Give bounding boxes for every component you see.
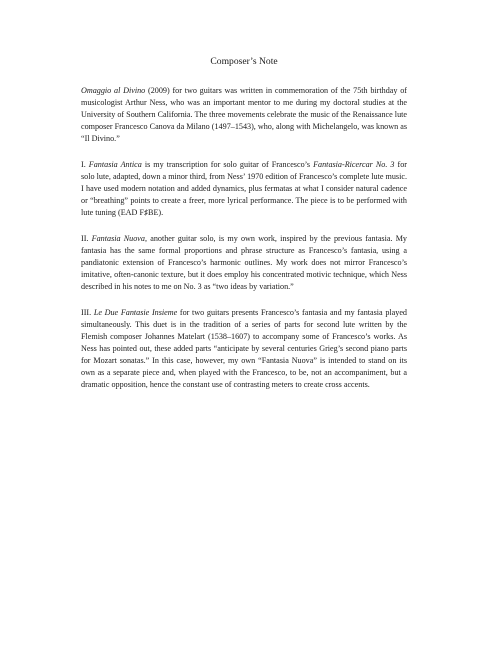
movement-1-numeral: I. (81, 160, 89, 169)
movement-3-title: Le Due Fantasie Insieme (93, 308, 178, 317)
intro-paragraph (81, 85, 407, 145)
movement-2-numeral: II. (81, 234, 92, 243)
movement-1-text-b: for solo lute, adapted, down a minor third, from Ness’ 1970 edition of Francesco’s complete lute music. I have used modern notation and added dynamics, plus fermatas at what I consider natural cadence or “breathing” points to create a freer, more lyrical performance. The piece is to be performed with lute tuning (EAD F♯BE). (81, 160, 407, 217)
movement-3-numeral: III. (81, 308, 94, 317)
page-title: Composer’s Note (210, 56, 278, 67)
movement-2-text: , another guitar solo, is my own work, inspired by the previous fantasia. My fantasia has the same formal proportions and phrase structure as Francesco’s fantasia, using a pandiatonic extension of Francesco’s harmonic outlines. My work does not mirror Francesco’s imitative, often-canonic texture, but it does employ his concentrated motivic technique, which Ness described in his notes to me on No. 3 as “two ideas by variation.” (81, 234, 407, 291)
movement-1-source-title: Fantasia-Ricercar No. 3 (313, 160, 395, 169)
composers-note-page (81, 56, 407, 405)
work-title: Omaggio al Divino (81, 86, 146, 95)
movement-1-title: Fantasia Antica (88, 160, 142, 169)
movement-1-text-a: is my transcription for solo guitar of Francesco’s (141, 160, 314, 169)
intro-text: (2009) for two guitars was written in commemoration of the 75th birthday of musicologist Arthur Ness, who was an important mentor to me during my doctoral studies at the University of Southern California. The three movements celebrate the music of the Renaissance lute composer Francesco Canova da Milano (1497–1543), who, along with Michelangelo, was known as “Il Divino.” (81, 86, 407, 143)
movement-3-paragraph (81, 307, 407, 391)
movement-1-paragraph (81, 159, 407, 219)
movement-3-text: for two guitars presents Francesco’s fantasia and my fantasia played simultaneously. This duet is in the tradition of a series of parts for second lute written by the Flemish composer Johannes Matelart (1538–1607) to accompany some of Francesco’s works. As Ness has pointed out, these added parts “anticipate by several centuries Grieg’s second piano parts for Mozart sonatas.” In this case, however, my own “Fantasia Nuova” is intended to stand on its own as a separate piece and, when played with the Francesco, to be, not an accompaniment, but a dramatic opposition, hence the constant use of contrasting meters to create cross accents. (81, 308, 407, 389)
movement-2-paragraph (81, 233, 407, 293)
movement-2-title: Fantasia Nuova (91, 234, 145, 243)
